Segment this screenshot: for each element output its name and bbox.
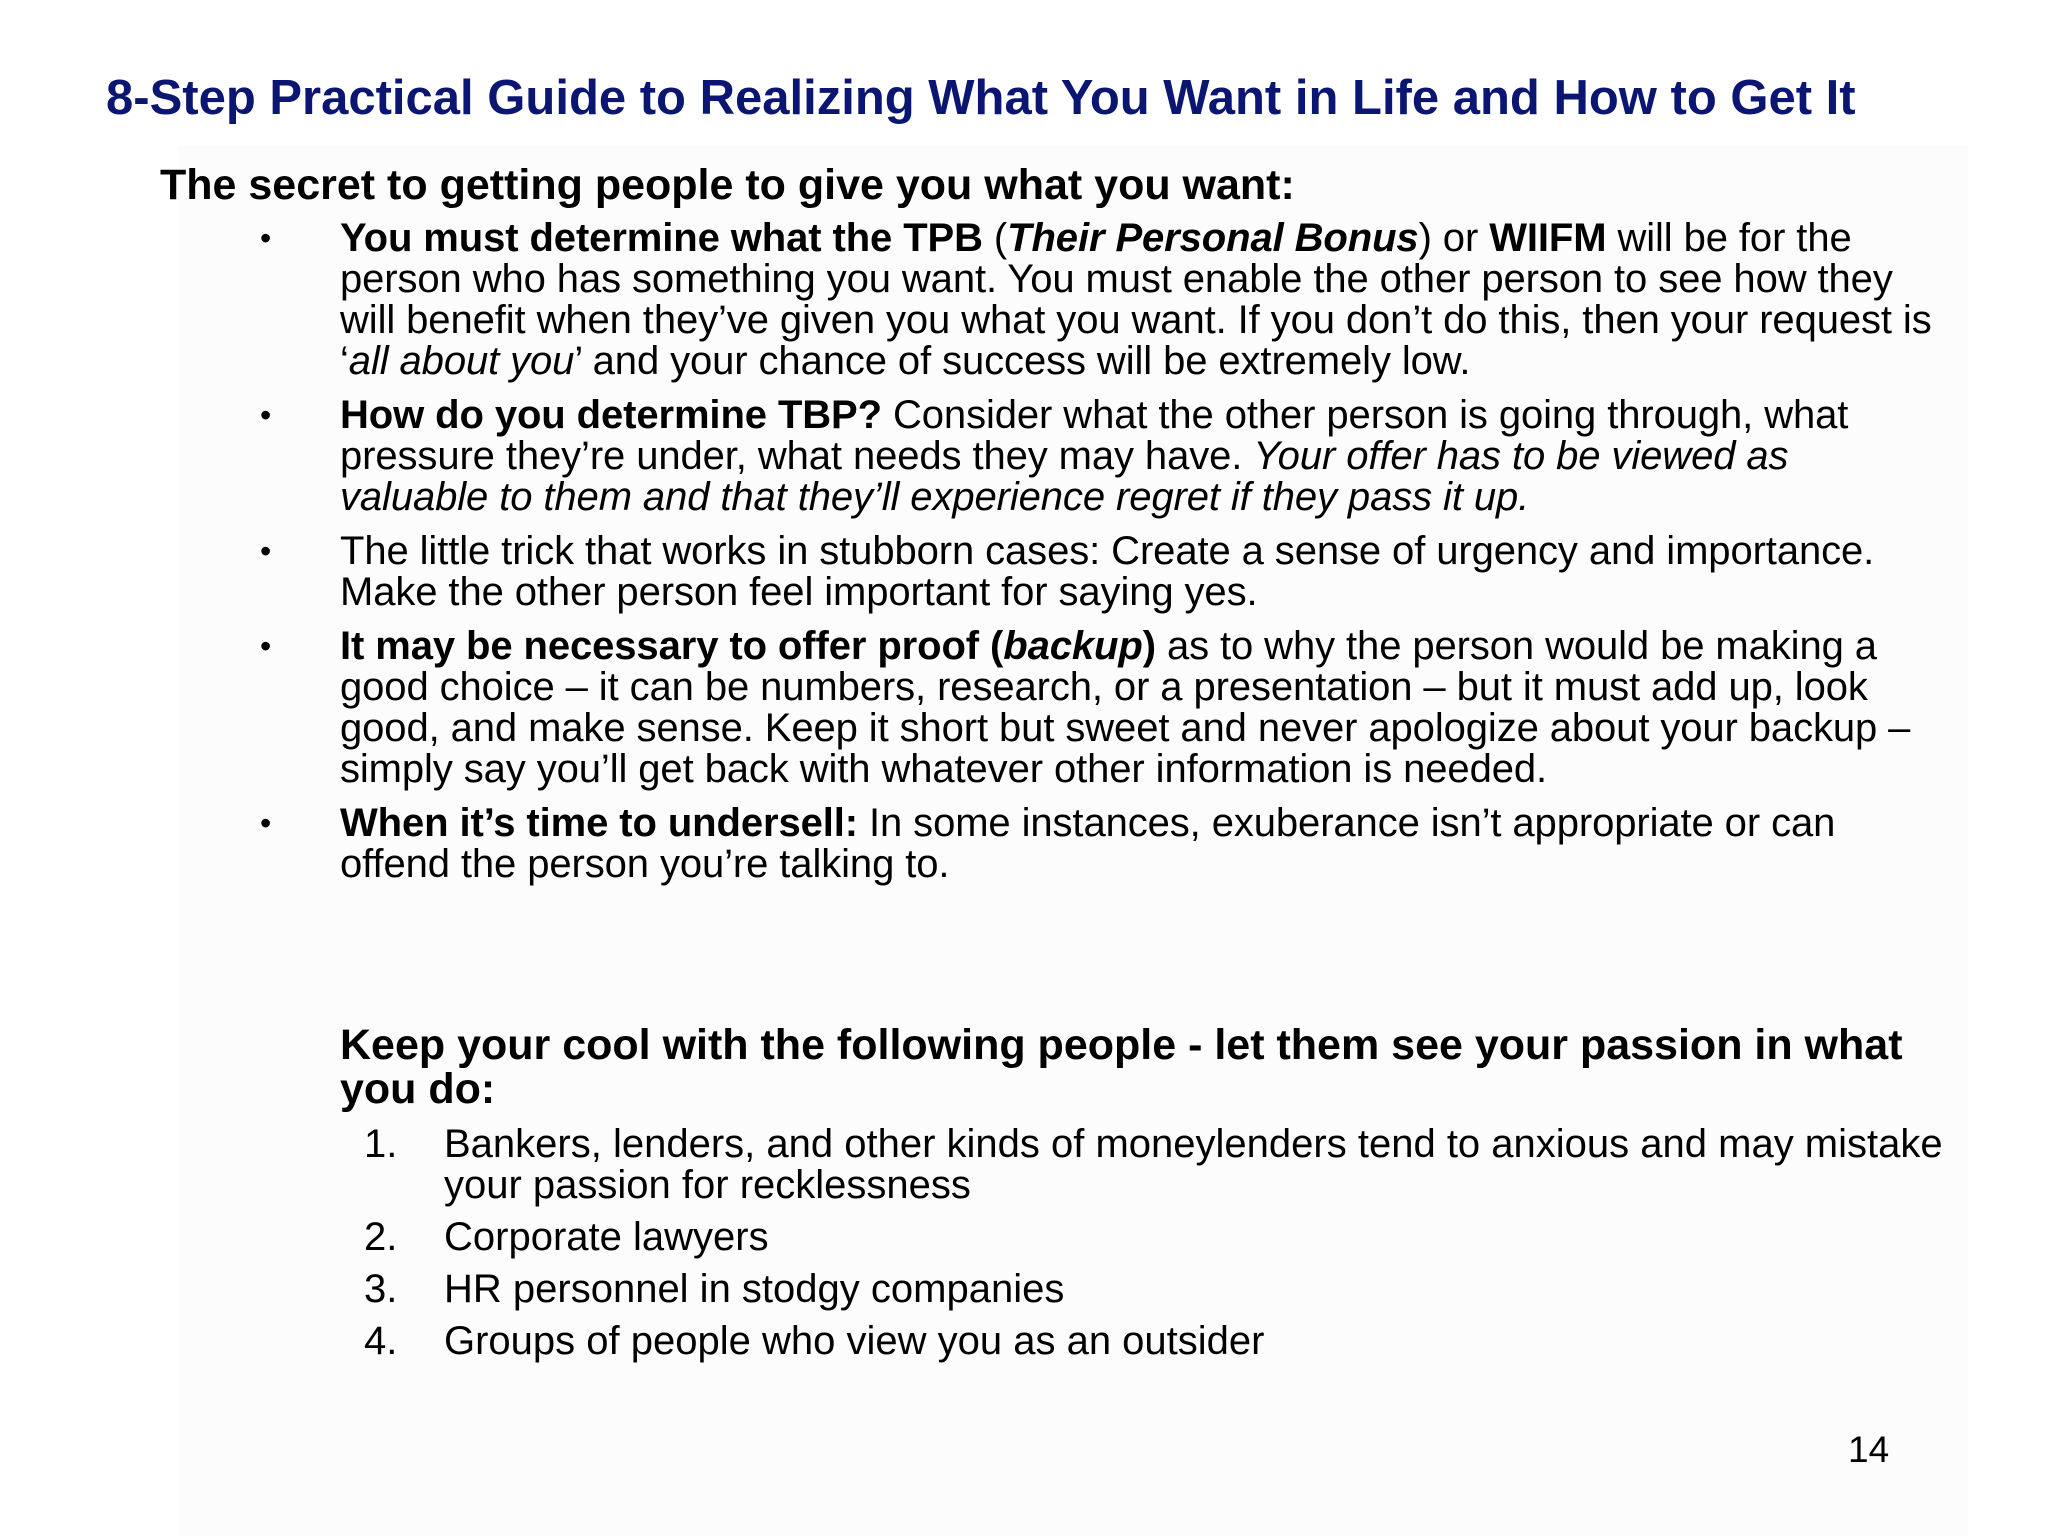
italic-text: Your offer has to be viewed as valuable to them and that they’ll experience regret if they pass it up. — [340, 434, 1789, 519]
numbered-list — [364, 1122, 1964, 1373]
bullet-marker: • — [260, 397, 272, 433]
bold-text: ) — [1142, 624, 1156, 668]
section-heading-keep-cool: Keep your cool with the following people - let them see your passion in what you do: — [340, 1021, 1903, 1113]
bullet-marker: • — [260, 628, 272, 664]
bullet-marker: • — [260, 533, 272, 569]
list-item — [260, 529, 1940, 614]
list-number: 3. — [364, 1267, 398, 1311]
list-number: 4. — [364, 1319, 398, 1363]
bullet-list — [260, 216, 1940, 898]
bullet-marker: • — [260, 220, 272, 256]
list-item — [260, 801, 1940, 886]
text: ’ and your chance of success will be extremely low. — [574, 339, 1471, 383]
bold-text: How do you determine TBP? — [340, 393, 882, 437]
list-item-text: Bankers, lenders, and other kinds of moneylenders tend to anxious and may mistake your passion for recklessness — [444, 1122, 1943, 1207]
section-heading-secret: The secret to getting people to give you what you want: — [160, 161, 1295, 209]
bold-text: It may be necessary to offer proof ( — [340, 624, 1004, 668]
list-item — [364, 1122, 1964, 1207]
list-number: 1. — [364, 1122, 398, 1166]
page-number: 14 — [1848, 1429, 1890, 1470]
text: will be for the person who has something you want. You must enable the other person to see how they will benefit when they’ve given you what you want. If you don’t do this, then your request is ‘ — [340, 216, 1932, 383]
bullet-marker: • — [260, 805, 272, 841]
list-item-text: Corporate lawyers — [444, 1215, 769, 1259]
text: The little trick that works in stubborn cases: Create a sense of urgency and importance. Make the other person feel important for saying yes. — [340, 529, 1875, 614]
bold-italic-text: backup — [1003, 624, 1143, 668]
bold-italic-text: Their Personal Bonus — [1007, 216, 1419, 260]
text: Consider what the other person is going through, what pressure they’re under, what needs they may have. — [340, 393, 1849, 478]
list-item — [364, 1319, 1964, 1363]
list-item-text: HR personnel in stodgy companies — [444, 1267, 1065, 1311]
bold-text: When it’s time to undersell: — [340, 801, 858, 845]
bold-text: WIIFM — [1489, 216, 1607, 260]
slide-title: 8-Step Practical Guide to Realizing What You Want in Life and How to Get It — [106, 71, 1856, 125]
text: In some instances, exuberance isn’t appropriate or can offend the person you’re talking to. — [340, 801, 1836, 886]
text: ) or — [1418, 216, 1490, 260]
text: as to why the person would be making a good choice – it can be numbers, research, or a presentation – but it must add up, look good, and make sense. Keep it short but sweet and never apologize about your backup – simply say you’ll get back with whatever other information is needed. — [340, 624, 1911, 791]
text: ( — [982, 216, 1008, 260]
list-number: 2. — [364, 1215, 398, 1259]
list-item — [260, 216, 1940, 383]
list-item — [364, 1267, 1964, 1311]
list-item-text: Groups of people who view you as an outsider — [444, 1319, 1265, 1363]
bold-text: You must determine what the TPB — [340, 216, 983, 260]
list-item — [260, 393, 1940, 519]
list-item — [260, 624, 1940, 791]
italic-text: all about you — [348, 339, 575, 383]
list-item — [364, 1215, 1964, 1259]
